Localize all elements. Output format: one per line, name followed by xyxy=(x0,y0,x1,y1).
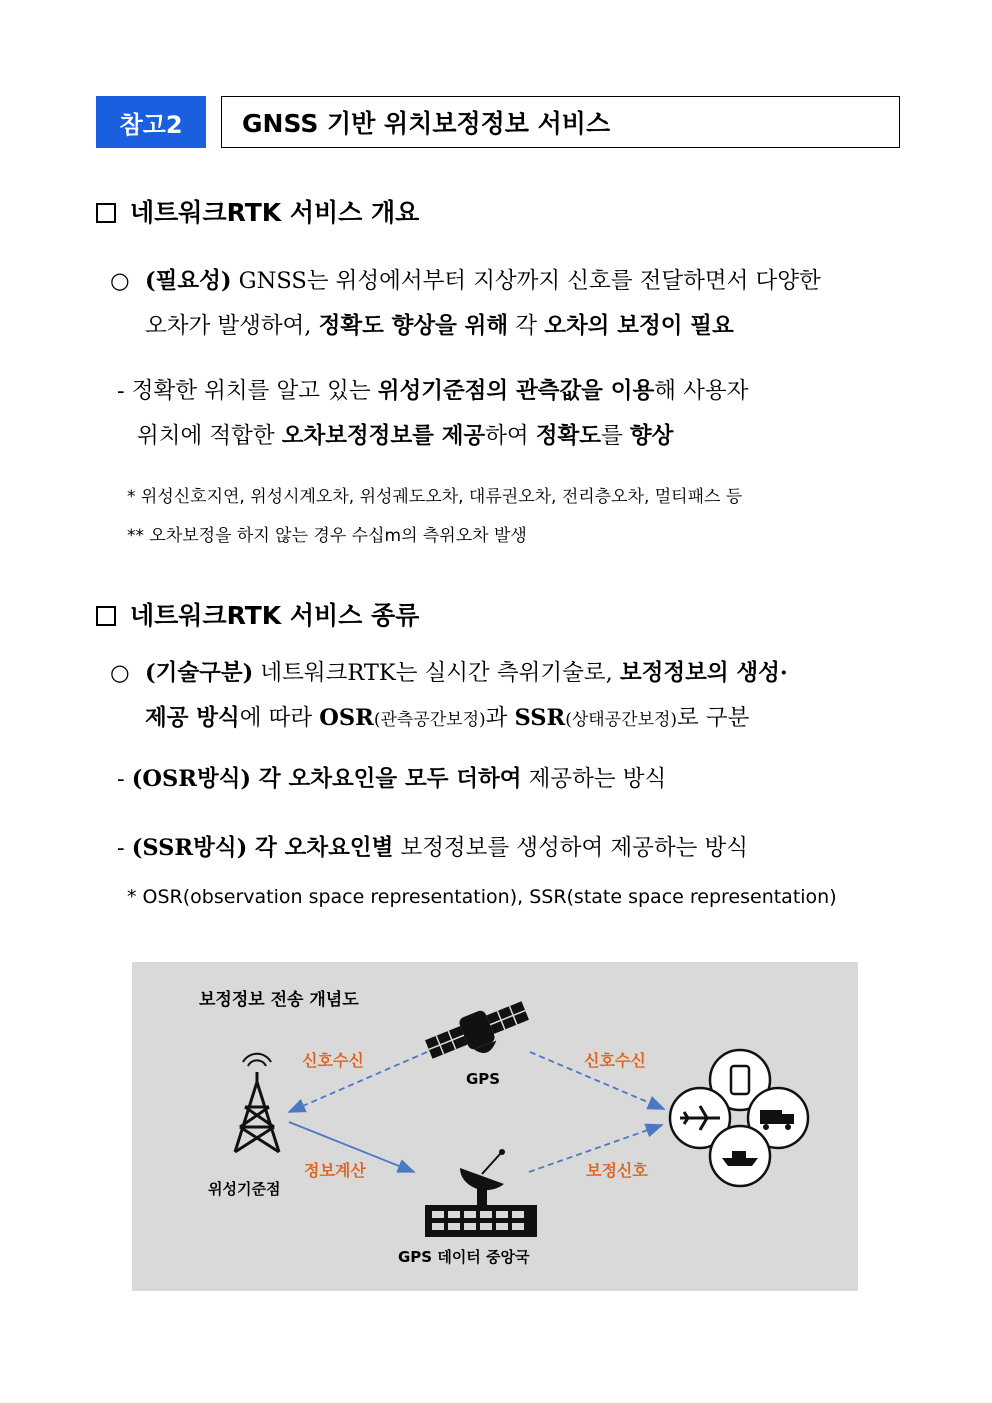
section2-bullet xyxy=(110,651,910,743)
dash-bold: 향상 xyxy=(629,423,674,449)
reference-badge: 참고2 xyxy=(96,96,206,148)
ssr-dash xyxy=(117,826,748,871)
dash-text: 제공하는 방식 xyxy=(521,766,667,792)
bullet-text: 로 구분 xyxy=(677,705,750,731)
circle-bullet-icon: ○ xyxy=(110,660,130,686)
dash-text: 하여 xyxy=(485,423,536,449)
bullet-bold: 보정정보의 생성· xyxy=(619,660,788,686)
bullet-text: 네트워크RTK는 실시간 측위기술로, xyxy=(253,660,620,686)
footnote-1: * 위성신호지연, 위성시계오차, 위성궤도오차, 대류권오차, 전리층오차, 멀티패스 등 xyxy=(127,487,743,507)
footnote-2: ** 오차보정을 하지 않는 경우 수십m의 측위오차 발생 xyxy=(127,526,527,546)
dash-bold: 위성기준점의 관측값을 이용 xyxy=(377,378,655,404)
section1-heading xyxy=(96,193,419,229)
osr-gloss: (관측공간보정) xyxy=(373,710,486,730)
center-label: GPS 데이터 중앙국 xyxy=(398,1248,530,1266)
dash-text: 해 사용자 xyxy=(654,378,749,404)
osr-term: OSR xyxy=(319,705,374,731)
label-signal-receive-right: 신호수신 xyxy=(584,1051,646,1070)
section1-bullet xyxy=(110,259,910,349)
dash-text: 위치에 적합한 xyxy=(137,423,282,449)
dash-bold: 오차보정정보를 제공 xyxy=(281,423,486,449)
dash-text: 를 xyxy=(601,423,630,449)
dash-marker: - xyxy=(117,766,125,792)
bullet-bold: 제공 방식 xyxy=(145,705,240,731)
section2-heading-text: 네트워크RTK 서비스 종류 xyxy=(130,601,420,630)
page-title xyxy=(221,96,900,148)
dash-marker: - xyxy=(117,835,125,861)
dash-bold: (OSR방식) 각 오차요인을 모두 더하여 xyxy=(131,766,522,792)
label-info-compute: 정보계산 xyxy=(304,1161,366,1180)
bullet-text: 각 xyxy=(508,313,545,339)
tower-icon xyxy=(235,1054,279,1152)
bullet-bold: 오차의 보정이 필요 xyxy=(544,313,734,339)
dash-bold: (SSR방식) 각 오차요인별 xyxy=(131,835,394,861)
bullet-text: GNSS는 위성에서부터 지상까지 신호를 전달하면서 다양한 xyxy=(231,268,821,294)
dash-text: 보정정보를 생성하여 제공하는 방식 xyxy=(393,835,748,861)
bullet-text: 오차가 발생하여, xyxy=(145,313,319,339)
central-station-icon xyxy=(425,1149,537,1237)
ssr-gloss: (상태공간보정) xyxy=(565,710,678,730)
station-label: 위성기준점 xyxy=(208,1180,281,1198)
page-title-text: GNSS 기반 위치보정정보 서비스 xyxy=(242,109,611,138)
circle-bullet-icon: ○ xyxy=(110,268,130,294)
osr-dash xyxy=(117,757,666,802)
checkbox-icon xyxy=(96,606,116,626)
bullet-text: 과 xyxy=(485,705,515,731)
bullet-label: (기술구분) xyxy=(145,660,254,686)
dash-bold: 정확도 xyxy=(535,423,602,449)
footnote-3: * OSR(observation space representation), SSR(state space representation) xyxy=(127,886,837,908)
ssr-term: SSR xyxy=(514,705,566,731)
bullet-bold: 정확도 향상을 위해 xyxy=(318,313,509,339)
dash-text: 정확한 위치를 알고 있는 xyxy=(124,378,378,404)
bullet-label: (필요성) xyxy=(145,268,232,294)
label-signal-receive-left: 신호수신 xyxy=(302,1051,364,1070)
section1-dash xyxy=(117,369,907,459)
section2-heading xyxy=(96,596,419,632)
correction-diagram xyxy=(132,962,858,1291)
gps-label: GPS xyxy=(466,1070,501,1088)
diagram-graphics xyxy=(132,962,858,1291)
satellite-icon xyxy=(422,995,534,1072)
dash-marker: - xyxy=(117,378,125,404)
checkbox-icon xyxy=(96,203,116,223)
label-correction-signal: 보정신호 xyxy=(586,1161,648,1180)
section1-heading-text: 네트워크RTK 서비스 개요 xyxy=(130,198,420,227)
bullet-text: 에 따라 xyxy=(239,705,320,731)
diagram-title: 보정정보 전송 개념도 xyxy=(199,990,359,1010)
